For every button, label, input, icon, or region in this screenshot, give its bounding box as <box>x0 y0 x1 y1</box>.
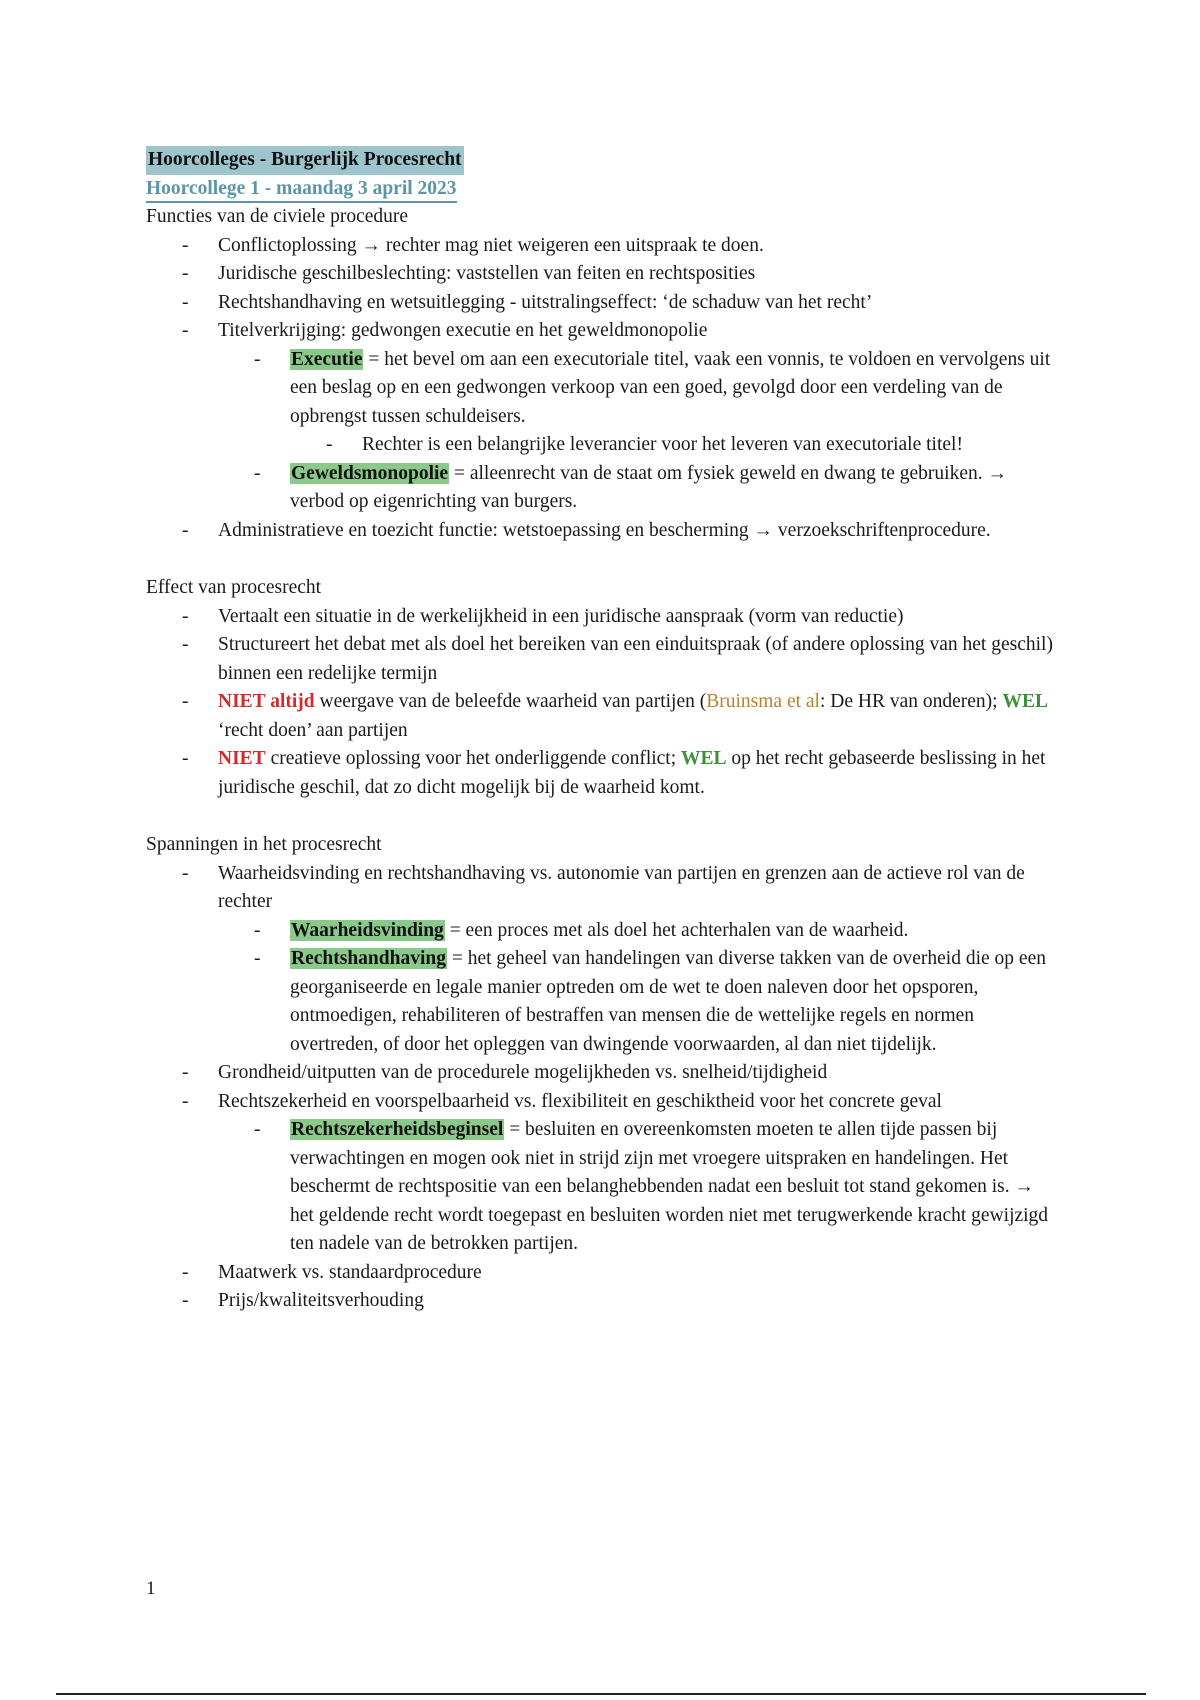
emphasis-wel: WEL <box>681 748 727 769</box>
list-item <box>218 917 1056 946</box>
lecture-title: Hoorcollege 1 - maandag 3 april 2023 <box>146 177 457 203</box>
list-item: - Structureert het debat met als doel het bereiken van een einduitspraak (of andere oplossing van het geschil) binnen een redelijke termijn <box>146 631 1056 688</box>
list-item <box>146 745 1056 802</box>
lecture-title-line <box>146 175 1056 204</box>
list-item <box>218 1116 1056 1259</box>
spanningen-list <box>146 860 1056 1316</box>
list-item: - Conflictoplossing → rechter mag niet weigeren een uitspraak te doen. <box>146 232 1056 261</box>
text-segment: op het recht gebaseerde beslissing in het juridische geschil, dat zo dicht mogelijk bij de waarheid komt. <box>218 748 1046 798</box>
list-item: - Maatwerk vs. standaardprocedure <box>146 1259 1056 1288</box>
rechtszekerheid-sublist <box>218 1116 1056 1259</box>
section-title-functies: Functies van de civiele procedure <box>146 206 409 227</box>
spacer <box>146 802 1056 831</box>
definition-waarheidsvinding: = een proces met als doel het achterhalen van de waarheid. <box>444 919 909 941</box>
list-item-text: Waarheidsvinding en rechtshandhaving vs. autonomie van partijen en grenzen aan de actieve rol van de rechter <box>218 862 1025 912</box>
waarheid-sublist <box>218 917 1056 1060</box>
list-item-text: Titelverkrijging: gedwongen executie en het geweldmonopolie <box>218 320 708 341</box>
term-rechtshandhaving: Rechtshandhaving <box>291 948 446 969</box>
text-segment: : De HR van onderen); <box>819 691 1003 712</box>
definition-geweldsmonopolie: = alleenrecht van de staat om fysiek geweld en dwang te gebruiken. → verbod op eigenrichting van burgers. <box>290 462 1007 512</box>
list-item <box>146 1088 1056 1259</box>
text-segment: weergave van de beleefde waarheid van partijen ( <box>314 691 707 712</box>
functies-list <box>146 232 1056 546</box>
footer-divider <box>56 1693 1146 1695</box>
list-item: - Administratieve en toezicht functie: wetstoepassing en bescherming → verzoekschriftenprocedure. <box>146 517 1056 546</box>
term-geweldsmonopolie: Geweldsmonopolie <box>291 462 449 484</box>
definition-executie: = het bevel om aan een executoriale titel, vaak een vonnis, te voldoen en vervolgens uit een beslag op en een gedwongen verkoop van een goed, gevolgd door een verdeling van de opbrengst tussen schuldeisers. <box>290 348 1051 427</box>
list-item <box>146 860 1056 1060</box>
section-title-spanningen: Spanningen in het procesrecht <box>146 834 382 855</box>
citation-bruinsma: Bruinsma et al <box>706 691 820 712</box>
section-title-effect: Effect van procesrecht <box>146 577 322 598</box>
list-item: - Vertaalt een situatie in de werkelijkheid in een juridische aanspraak (vorm van reductie) <box>146 603 1056 632</box>
titelverkrijging-sublist <box>218 346 1056 517</box>
list-item: - Rechtshandhaving en wetsuitlegging - uitstralingseffect: ‘de schaduw van het recht’ <box>146 289 1056 318</box>
doc-title: Hoorcolleges - Burgerlijk Procesrecht <box>146 146 464 175</box>
list-item <box>218 346 1056 460</box>
definition-rechtshandhaving: = het geheel van handelingen van diverse takken van de overheid die op een georganiseerde en legale manier optreden om de wet te doen naleven door het opsporen, ontmoedigen, rehabiliteren of bestraffen van mensen die de wettelijke regels en normen overtreden, of door het opleggen van dwingende voorwaarden, al dan niet tijdelijk. <box>290 948 1046 1055</box>
term-executie: Executie <box>291 348 363 370</box>
text-segment: creatieve oplossing voor het onderliggende conflict; <box>265 748 682 769</box>
list-item <box>146 688 1056 745</box>
definition-rechtszekerheidsbeginsel: = besluiten en overeenkomsten moeten te allen tijde passen bij verwachtingen en mogen ook niet in strijd zijn met vroegere uitspraken en handelingen. Het beschermt de rechtspositie van een belanghebbenden nadat een besluit tot stand gekomen is. → het geldende recht wordt toegepast en besluiten worden niet met terugwerkende kracht gewijzigd ten nadele van de betrokken partijen. <box>290 1119 1049 1254</box>
list-item <box>218 460 1056 517</box>
list-item: - Juridische geschilbeslechting: vaststellen van feiten en rechtsposities <box>146 260 1056 289</box>
document-page <box>146 146 1056 1316</box>
list-item: - Prijs/kwaliteitsverhouding <box>146 1287 1056 1316</box>
effect-list <box>146 603 1056 803</box>
doc-title-line <box>146 146 1056 175</box>
emphasis-niet-altijd: NIET altijd <box>218 691 315 712</box>
term-rechtszekerheidsbeginsel: Rechtszekerheidsbeginsel <box>291 1119 504 1140</box>
list-item <box>218 945 1056 1059</box>
list-item <box>146 317 1056 517</box>
executie-sublist <box>290 431 1056 460</box>
list-item: - Rechter is een belangrijke leverancier voor het leveren van executoriale titel! <box>290 431 1056 460</box>
emphasis-niet: NIET <box>218 748 266 769</box>
list-item-text: Rechtszekerheid en voorspelbaarheid vs. flexibiliteit en geschiktheid voor het concrete geval <box>218 1090 942 1112</box>
list-item: - Grondheid/uitputten van de procedurele mogelijkheden vs. snelheid/tijdigheid <box>146 1059 1056 1088</box>
emphasis-wel: WEL <box>1002 691 1048 712</box>
page-number: 1 <box>146 1578 156 1599</box>
text-segment: ‘recht doen’ aan partijen <box>218 719 408 741</box>
term-waarheidsvinding: Waarheidsvinding <box>291 919 444 941</box>
spacer <box>146 545 1056 574</box>
